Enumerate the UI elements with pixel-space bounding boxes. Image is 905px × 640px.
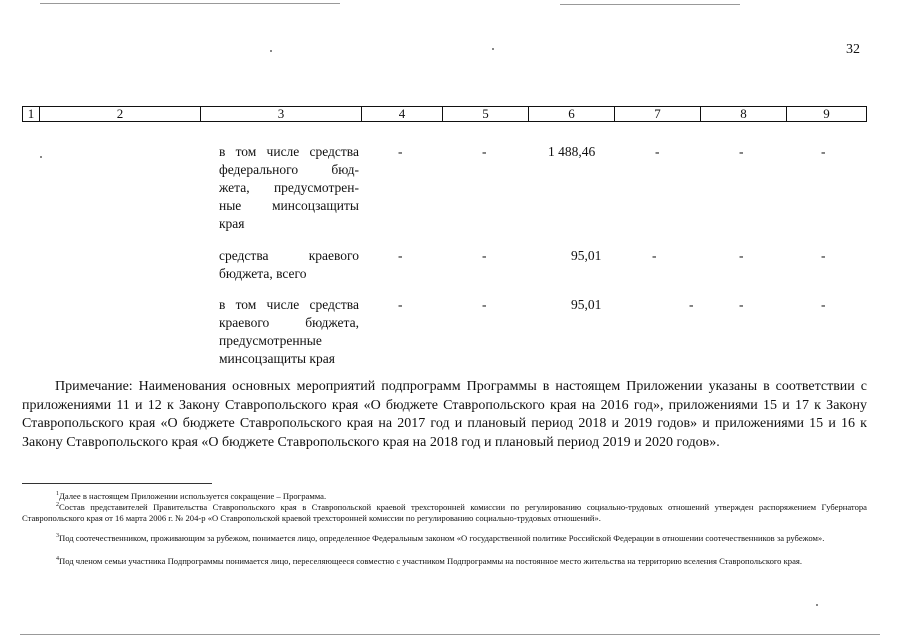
col-header-4: 4: [362, 107, 443, 122]
cell-col6: 95,01: [571, 297, 602, 312]
cell-col6: 95,01: [571, 248, 602, 263]
row-description: в том числе средства краевого бюджета, предусмотренные минсоцзащиты края: [219, 297, 359, 366]
cell-col9: -: [821, 248, 826, 263]
footnote-marker: 2: [56, 502, 59, 508]
column-number-header: [22, 106, 867, 122]
cell-col4: -: [398, 297, 403, 312]
row-description: в том числе средства федерального бюд-жета, предусмотрен-ные минсоцзащиты края: [219, 144, 359, 231]
cell-col8: -: [739, 144, 744, 159]
col-header-9: 9: [787, 107, 867, 122]
cell-col7: -: [689, 297, 694, 312]
cell-col7: -: [655, 144, 660, 159]
scan-artifact: [40, 156, 42, 158]
col-header-7: 7: [615, 107, 701, 122]
scan-artifact: [560, 4, 740, 5]
footnote-text: Под соотечественником, проживающим за рубежом, понимается лицо, определенное Федеральным законом «О государственной политике Российской Федерации в отношении соотечественников за рубежом».: [59, 532, 825, 543]
col-header-8: 8: [701, 107, 787, 122]
cell-col4: -: [398, 248, 403, 263]
footnote-2: [22, 500, 867, 524]
col-header-6: 6: [529, 107, 615, 122]
cell-col9: -: [821, 144, 826, 159]
row-description: средства краевого бюджета, всего: [219, 248, 359, 281]
cell-col7: -: [652, 248, 657, 263]
cell-col5: -: [482, 248, 487, 263]
cell-col4: -: [398, 144, 403, 159]
col-header-2: 2: [40, 107, 201, 122]
scan-artifact: [816, 604, 818, 606]
cell-col6: 1 488,46: [548, 144, 596, 159]
footnote-marker: 1: [56, 491, 59, 497]
scan-artifact: [492, 48, 494, 50]
col-header-3: 3: [201, 107, 362, 122]
footnote-4: [22, 554, 867, 567]
col-header-1: 1: [23, 107, 40, 122]
scan-artifact: [40, 3, 340, 4]
col-header-5: 5: [443, 107, 529, 122]
cell-col5: -: [482, 144, 487, 159]
footnote-marker: 3: [56, 533, 59, 539]
footnote-text: Далее в настоящем Приложении используется сокращение – Программа.: [59, 490, 327, 501]
footnote-separator: [22, 483, 212, 484]
cell-col8: -: [739, 297, 744, 312]
cell-col9: -: [821, 297, 826, 312]
footnote-marker: 4: [56, 556, 59, 562]
scan-artifact: [270, 50, 272, 52]
footnote-text: Состав представителей Правительства Ставропольского края в Ставропольской краевой трехсторонней комиссии по регулированию социально-трудовых отношений утвержден распоряжением Губернатора Ставропольского края от 16 марта 2006 г. № 204-р «О Ставропольской краевой трехсторонней комиссии по регулированию социально-трудовых отношений».: [22, 501, 867, 523]
footnote-3: [22, 531, 867, 544]
note-paragraph: Примечание: Наименования основных мероприятий подпрограмм Программы в настоящем Приложении указаны в соответствии с приложениями 11 и 12 к Закону Ставропольского края «О бюджете Ставропольского края на 2016 год», приложениями 15 и 17 к Закону Ставропольского края «О бюджете Ставропольского края на 2017 год и плановый период 2018 и 2019 годов» и приложениями 15 и 16 к Закону Ставропольского края «О бюджете Ставропольского края на 2018 год и плановый период 2019 и 2020 годов».: [22, 379, 867, 450]
cell-col5: -: [482, 297, 487, 312]
cell-col8: -: [739, 248, 744, 263]
scan-artifact: [20, 634, 880, 635]
footnote-text: Под членом семьи участника Подпрограммы понимается лицо, переселяющееся совместно с участником Подпрограммы на постоянное место жительства на территорию вселения Ставропольского края.: [59, 555, 803, 566]
page-number: 32: [846, 42, 860, 57]
